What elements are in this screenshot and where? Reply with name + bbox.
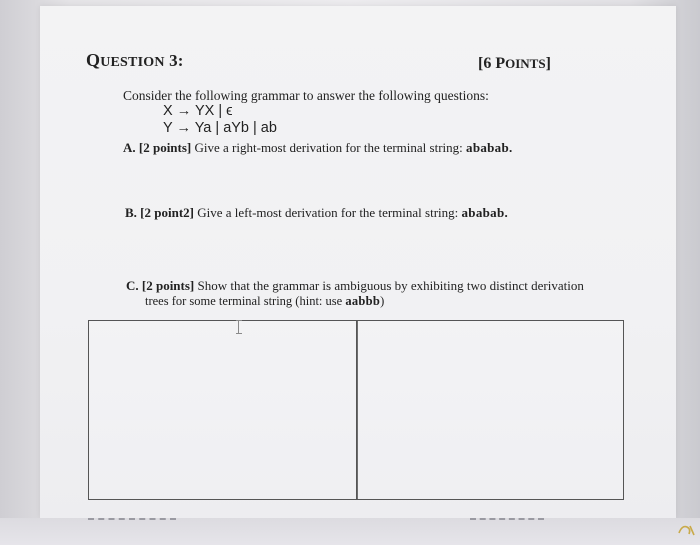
part-a-string: ababab. bbox=[466, 140, 513, 155]
answer-box-left[interactable] bbox=[88, 320, 358, 500]
part-c-points: [2 points] bbox=[141, 278, 195, 293]
part-c-text2-end: ) bbox=[380, 294, 385, 308]
part-c-label: C. bbox=[126, 278, 139, 293]
part-b-label: B. bbox=[125, 205, 137, 220]
grammar-rule-y: Y → Ya | aYb | ab bbox=[163, 120, 277, 136]
dashed-line-left bbox=[88, 518, 176, 522]
grammar-rule-x: X → YX | ϵ bbox=[163, 103, 233, 119]
part-a bbox=[123, 140, 513, 156]
question-heading bbox=[86, 50, 184, 71]
part-b bbox=[125, 205, 508, 221]
part-b-string: ababab. bbox=[461, 205, 509, 220]
part-c-text: Show that the grammar is ambiguous by exhibiting two distinct derivation bbox=[197, 278, 584, 293]
answer-box-right[interactable] bbox=[356, 320, 624, 500]
question-intro: Consider the following grammar to answer the following questions: bbox=[123, 88, 489, 103]
points-label bbox=[478, 55, 551, 73]
page-bottom-edge bbox=[0, 518, 700, 545]
part-c bbox=[126, 278, 584, 294]
part-a-label: A. bbox=[123, 140, 136, 155]
heading-initial: Q bbox=[86, 50, 101, 70]
dashed-line-right bbox=[470, 518, 544, 522]
part-a-text: Give a right-most derivation for the terminal string: bbox=[194, 140, 463, 155]
part-b-text: Give a left-most derivation for the terminal string: bbox=[197, 205, 459, 220]
points-open: [6 P bbox=[478, 55, 506, 72]
heading-number: 3: bbox=[169, 51, 184, 70]
corner-mark-icon bbox=[676, 521, 698, 539]
text-cursor-icon bbox=[236, 320, 242, 334]
part-a-points: [2 points] bbox=[138, 140, 192, 155]
part-c-text2: trees for some terminal string (hint: use bbox=[145, 294, 343, 308]
points-close: ] bbox=[545, 55, 551, 72]
part-b-points: [2 point2] bbox=[140, 205, 194, 220]
heading-word: UESTION bbox=[100, 55, 165, 70]
part-c-hint-string: aabbb bbox=[345, 294, 381, 308]
points-word: OINTS bbox=[505, 56, 546, 71]
part-c-line2 bbox=[145, 294, 384, 309]
